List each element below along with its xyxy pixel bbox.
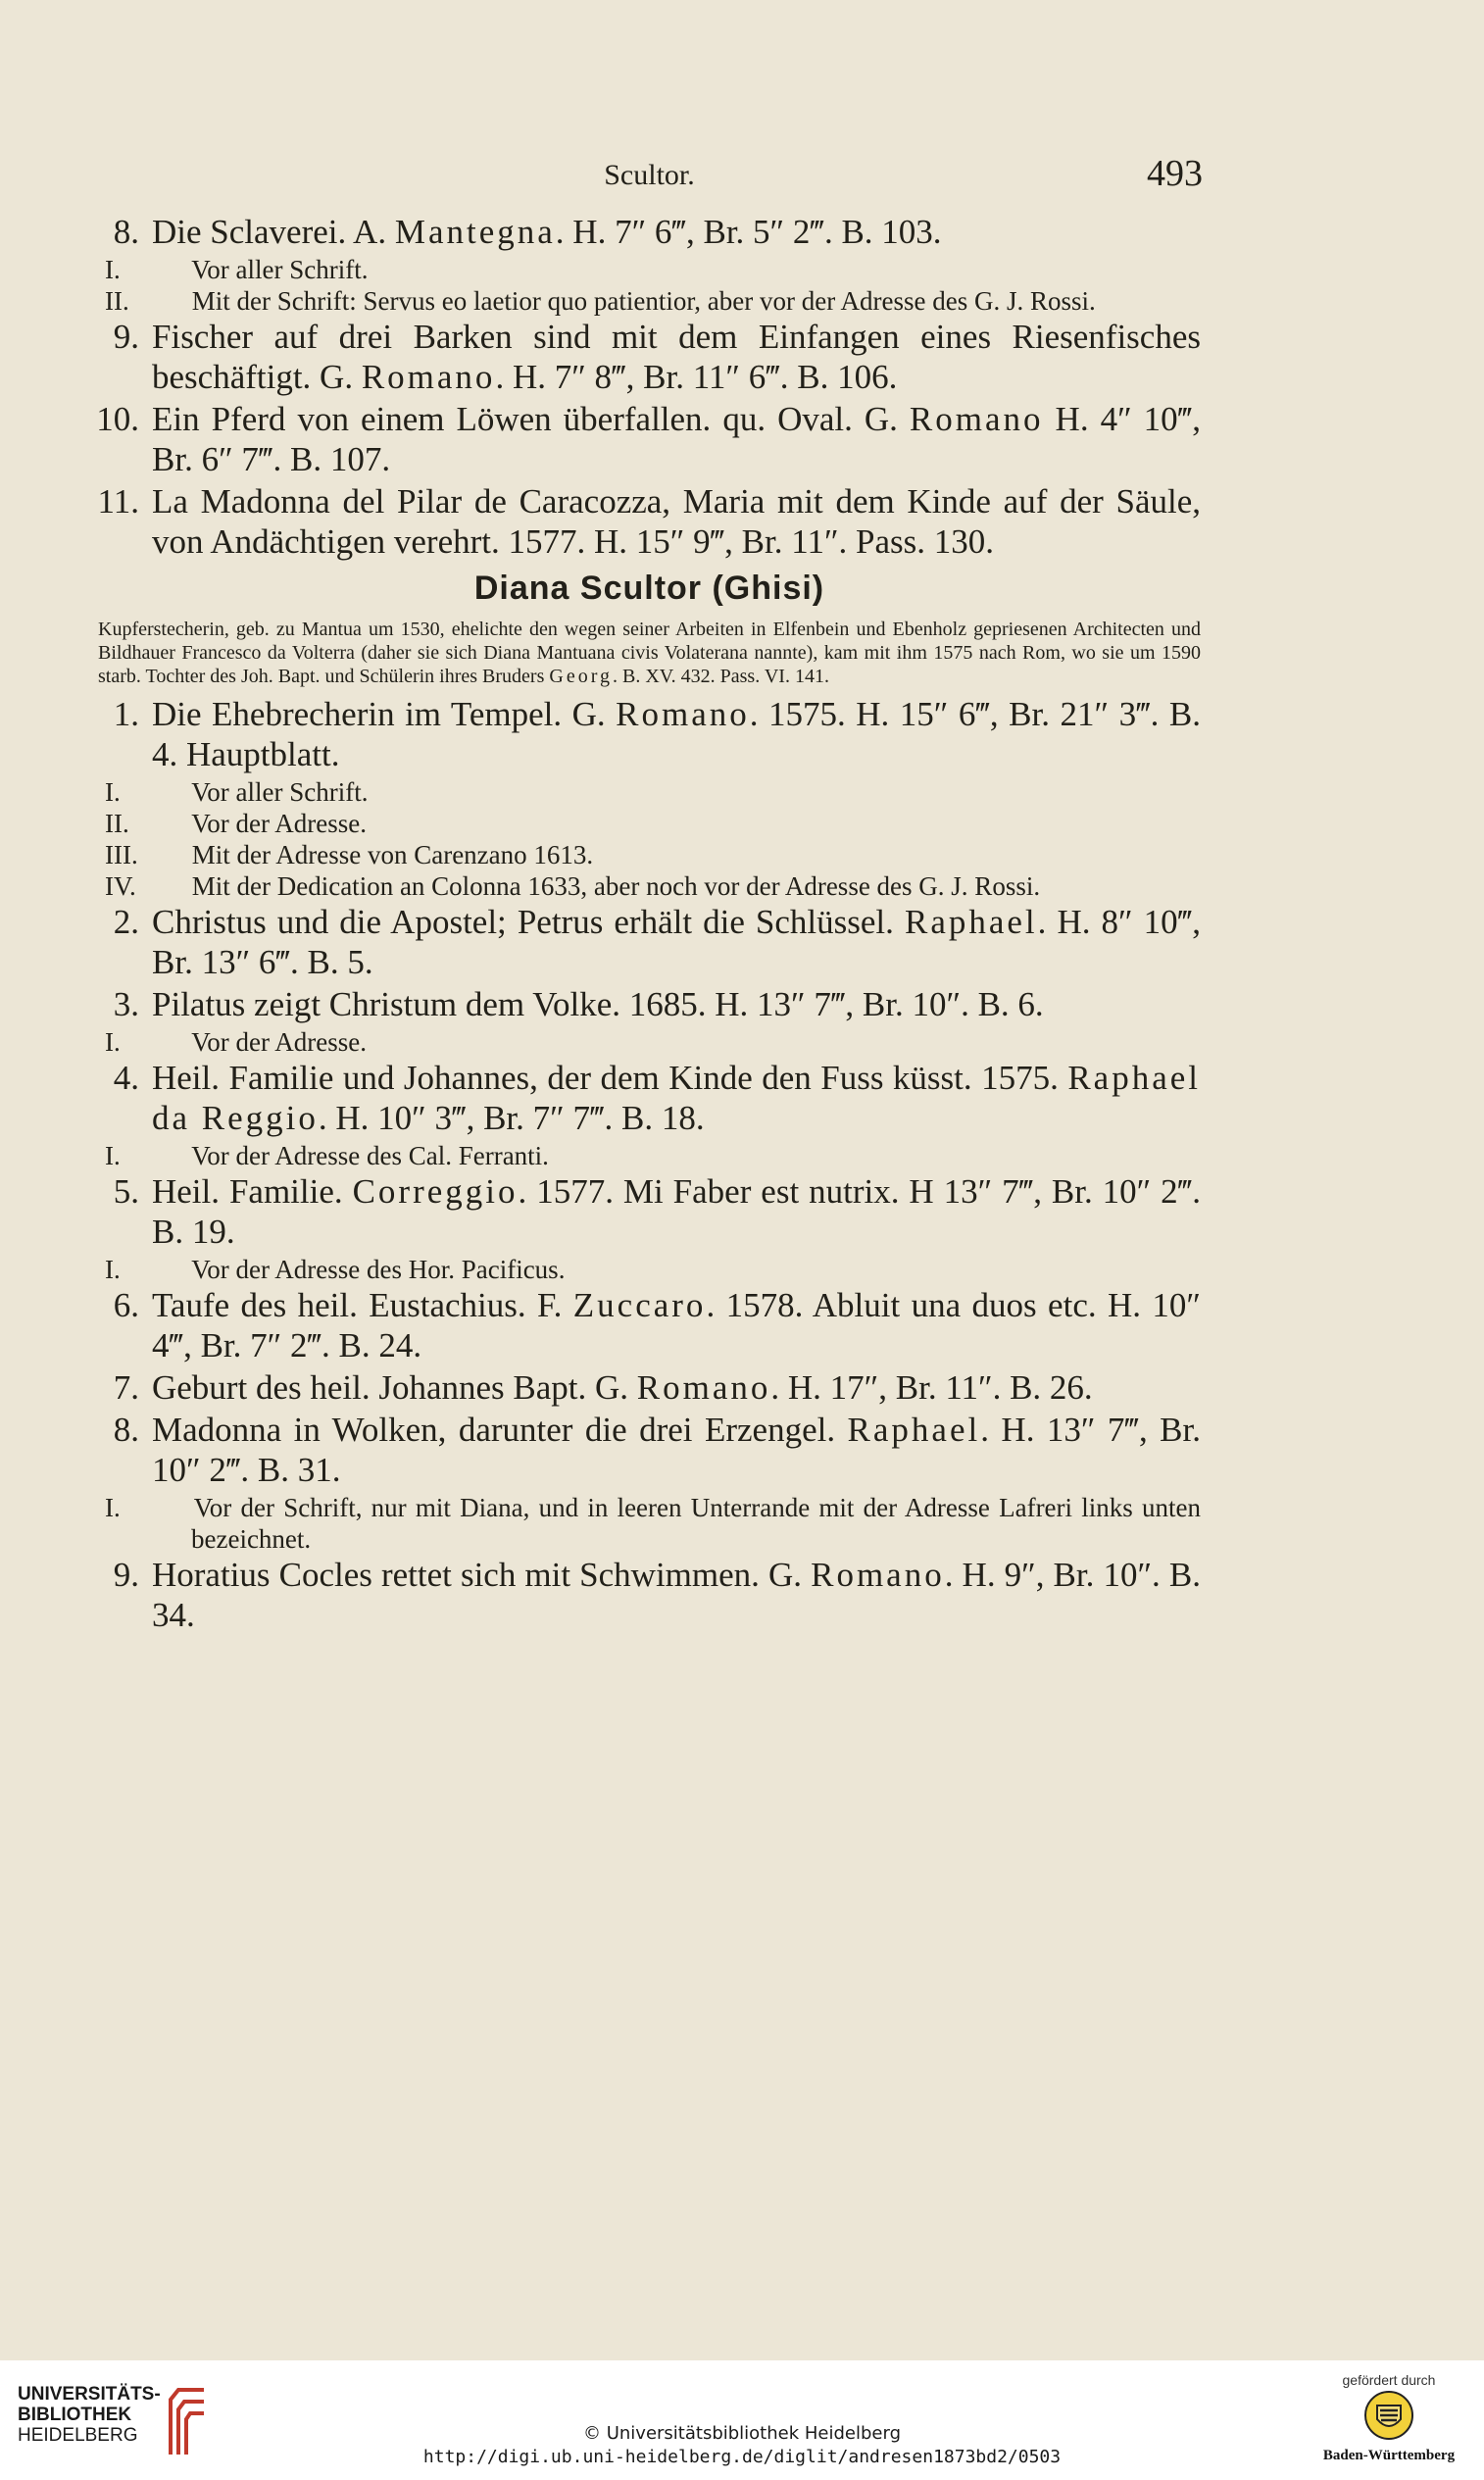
sponsor-name: Baden-Württemberg: [1322, 2448, 1456, 2463]
text-run: H. 4″ 10‴, Br. 6″ 7‴. B. 107.: [152, 400, 1202, 478]
print-state: [98, 808, 1201, 839]
state-description: Mit der Adresse von Carenzano 1613.: [185, 840, 594, 869]
artist-name: Raphael da Reggio: [152, 1059, 1201, 1137]
entry-number: 7.: [113, 1368, 139, 1407]
print-state: [98, 1492, 1201, 1555]
section-heading: Diana Scultor (Ghisi): [473, 570, 825, 607]
entry-description: [152, 1367, 1201, 1408]
text-run: Christus und die Apostel; Petrus erhält die Schlüssel.: [152, 903, 905, 941]
entry-description: [152, 481, 1201, 562]
artist-name: Correggio: [352, 1172, 519, 1211]
print-state: [98, 839, 1201, 870]
state-number: IV.: [105, 871, 136, 901]
catalog-entry: [98, 694, 1201, 774]
text-run: Geburt des heil. Johannes Bapt. G.: [152, 1368, 637, 1407]
catalog-entry: [98, 317, 1201, 397]
state-description: Vor der Adresse.: [185, 1027, 367, 1057]
copyright-notice: © Universitätsbibliothek Heidelberg: [582, 2423, 901, 2444]
page-number: 493: [1147, 153, 1203, 194]
text-run: . H. 8″ 10‴, Br. 13″ 6‴. B. 5.: [152, 903, 1201, 981]
state-number: I.: [105, 1255, 121, 1284]
print-state: [98, 285, 1201, 317]
catalog-entry: [98, 1058, 1201, 1138]
catalog-entry: [98, 481, 1201, 562]
catalog-entry: [98, 1555, 1201, 1635]
text-run: Taufe des heil. Eustachius. F.: [152, 1286, 573, 1324]
catalog-entry: [98, 1410, 1201, 1490]
page-content: [98, 147, 1201, 1637]
text-run: . 1577. Mi Faber est nutrix. H 13″ 7‴, Br. 10″ 2‴. B. 19.: [152, 1172, 1201, 1251]
state-number: II.: [105, 809, 129, 838]
state-description: Vor der Adresse des Cal. Ferranti.: [185, 1141, 549, 1170]
text-run: . H. 9″, Br. 10″. B. 34.: [152, 1556, 1201, 1634]
state-description: Mit der Schrift: Servus eo laetior quo patientior, aber vor der Adresse des G. J. Rossi.: [185, 286, 1096, 316]
state-number: I.: [105, 777, 121, 807]
artist-name: Raphael: [904, 903, 1038, 941]
artist-biography: [98, 618, 1201, 688]
state-description: Vor der Schrift, nur mit Diana, und in leeren Unterrande mit der Adresse Lafreri links unten bezeichnet.: [185, 1493, 1201, 1554]
entry-description: [152, 1555, 1201, 1635]
state-number: III.: [105, 840, 138, 869]
sponsor-label: gefördert durch: [1342, 2372, 1436, 2388]
entry-number: 4.: [113, 1059, 139, 1097]
entry-number: 6.: [113, 1286, 139, 1324]
entry-number: 3.: [113, 985, 139, 1023]
state-description: Vor aller Schrift.: [185, 777, 369, 807]
text-run: . H. 7″ 8‴, Br. 11″ 6‴. B. 106.: [495, 358, 898, 396]
text-run: Madonna in Wolken, darunter die drei Erzengel.: [152, 1411, 848, 1449]
entry-number: 5.: [113, 1172, 139, 1211]
entry-number: 10.: [96, 400, 139, 438]
print-state: [98, 1254, 1201, 1285]
state-description: Vor aller Schrift.: [185, 255, 369, 284]
state-number: I.: [105, 1141, 121, 1170]
print-state: [98, 1140, 1201, 1171]
state-description: Vor der Adresse.: [185, 809, 367, 838]
entry-number: 1.: [113, 695, 139, 733]
entry-description: [152, 984, 1201, 1024]
entry-description: [152, 317, 1201, 397]
coat-of-arms-icon: [1361, 2388, 1416, 2443]
artist-name: Romano: [909, 400, 1044, 438]
print-state: [98, 870, 1201, 902]
state-number: I.: [105, 255, 121, 284]
state-number: II.: [105, 286, 129, 316]
text-run: Kupferstecherin, geb. zu Mantua um 1530, ehelichte den wegen seiner Arbeiten in Elfenbein und Ebenholz gepriesenen Architecten und Bildhauer Francesco da Volterra (daher sie sich Diana Mantuana civis Volaterana nannte), kam mit ihm 1575 nach Rom, wo sie um 1590 starb. Tochter des Joh. Bapt. und Schülerin ihres Bruders: [98, 619, 1201, 687]
text-run: Ein Pferd von einem Löwen überfallen. qu. Oval. G.: [152, 400, 910, 438]
text-run: Heil. Familie und Johannes, der dem Kinde den Fuss küsst. 1575.: [152, 1059, 1068, 1097]
text-run: Fischer auf drei Barken sind mit dem Einfangen eines Riesenfisches beschäftigt. G.: [152, 318, 1201, 396]
entry-description: [152, 1285, 1201, 1365]
library-name-line2: BIBLIOTHEK: [18, 2405, 132, 2425]
text-run: . H. 10″ 3‴, Br. 7″ 7‴. B. 18.: [318, 1099, 705, 1137]
library-name-line1: UNIVERSITÄTS-: [18, 2384, 161, 2405]
entry-description: [152, 902, 1201, 982]
text-run: Heil. Familie.: [152, 1172, 353, 1211]
catalog-entry: [98, 1367, 1201, 1408]
print-state: [98, 254, 1201, 285]
artist-name: Mantegna: [394, 213, 556, 251]
catalog-entry: [98, 212, 1201, 252]
text-run: Pilatus zeigt Christum dem Volke. 1685. H. 13″ 7‴, Br. 10″. B. 6.: [152, 985, 1044, 1023]
text-run: . 1575. H. 15″ 6‴, Br. 21″ 3‴. B. 4. Hauptblatt.: [152, 695, 1201, 773]
text-run: Die Sclaverei. A.: [152, 213, 395, 251]
text-run: . H. 17″, Br. 11″. B. 26.: [770, 1368, 1093, 1407]
state-number: I.: [105, 1027, 121, 1057]
footer-bar: [0, 2360, 1484, 2480]
text-run: Horatius Cocles rettet sich mit Schwimmen. G.: [152, 1556, 812, 1594]
catalog-entries-diana: [98, 694, 1201, 1635]
state-description: Mit der Dedication an Colonna 1633, aber noch vor der Adresse des G. J. Rossi.: [185, 871, 1041, 901]
artist-name: Raphael: [847, 1411, 981, 1449]
entry-number: 8.: [113, 213, 139, 251]
catalog-entry: [98, 1285, 1201, 1365]
entry-number: 2.: [113, 903, 139, 941]
catalog-entry: [98, 902, 1201, 982]
artist-name: Georg: [549, 666, 613, 687]
print-state: [98, 776, 1201, 808]
catalog-entry: [98, 399, 1201, 479]
sponsor-block: [1315, 2372, 1462, 2464]
running-title: Scultor.: [604, 159, 695, 191]
text-run: . H. 7″ 6‴, Br. 5″ 2‴. B. 103.: [555, 213, 942, 251]
entry-description: [152, 694, 1201, 774]
entry-number: 11.: [97, 482, 139, 521]
print-state: [98, 1026, 1201, 1058]
running-head: [98, 147, 1201, 206]
text-run: Die Ehebrecherin im Tempel. G.: [152, 695, 617, 733]
artist-name: Romano: [616, 695, 750, 733]
artist-name: Romano: [811, 1556, 945, 1594]
entry-number: 8.: [113, 1411, 139, 1449]
text-run: . B. XV. 432. Pass. VI. 141.: [613, 666, 829, 687]
text-run: . H. 13″ 7‴, Br. 10″ 2‴. B. 31.: [152, 1411, 1201, 1489]
catalog-entry: [98, 984, 1201, 1024]
entry-description: [152, 212, 1201, 252]
state-description: Vor der Adresse des Hor. Pacificus.: [185, 1255, 566, 1284]
entry-description: [152, 1410, 1201, 1490]
entry-description: [152, 1058, 1201, 1138]
text-run: La Madonna del Pilar de Caracozza, Maria mit dem Kinde auf der Säule, von Andächtigen verehrt. 1577. H. 15″ 9‴, Br. 11″. Pass. 130.: [152, 482, 1201, 561]
artist-name: Romano: [636, 1368, 771, 1407]
library-name-line3: HEIDELBERG: [18, 2425, 138, 2446]
catalog-entries-scultor: [98, 212, 1201, 562]
catalog-entry: [98, 1171, 1201, 1252]
entry-description: [152, 1171, 1201, 1252]
entry-description: [152, 399, 1201, 479]
source-url[interactable]: http://digi.ub.uni-heidelberg.de/diglit/andresen1873bd2/0503: [422, 2447, 1062, 2467]
artist-name: Zuccaro: [572, 1286, 707, 1324]
entry-number: 9.: [113, 1556, 139, 1594]
entry-number: 9.: [113, 318, 139, 356]
state-number: I.: [105, 1493, 121, 1522]
artist-name: Romano: [361, 358, 496, 396]
text-run: . 1578. Abluit una duos etc. H. 10″ 4‴, Br. 7″ 2‴. B. 24.: [152, 1286, 1201, 1364]
